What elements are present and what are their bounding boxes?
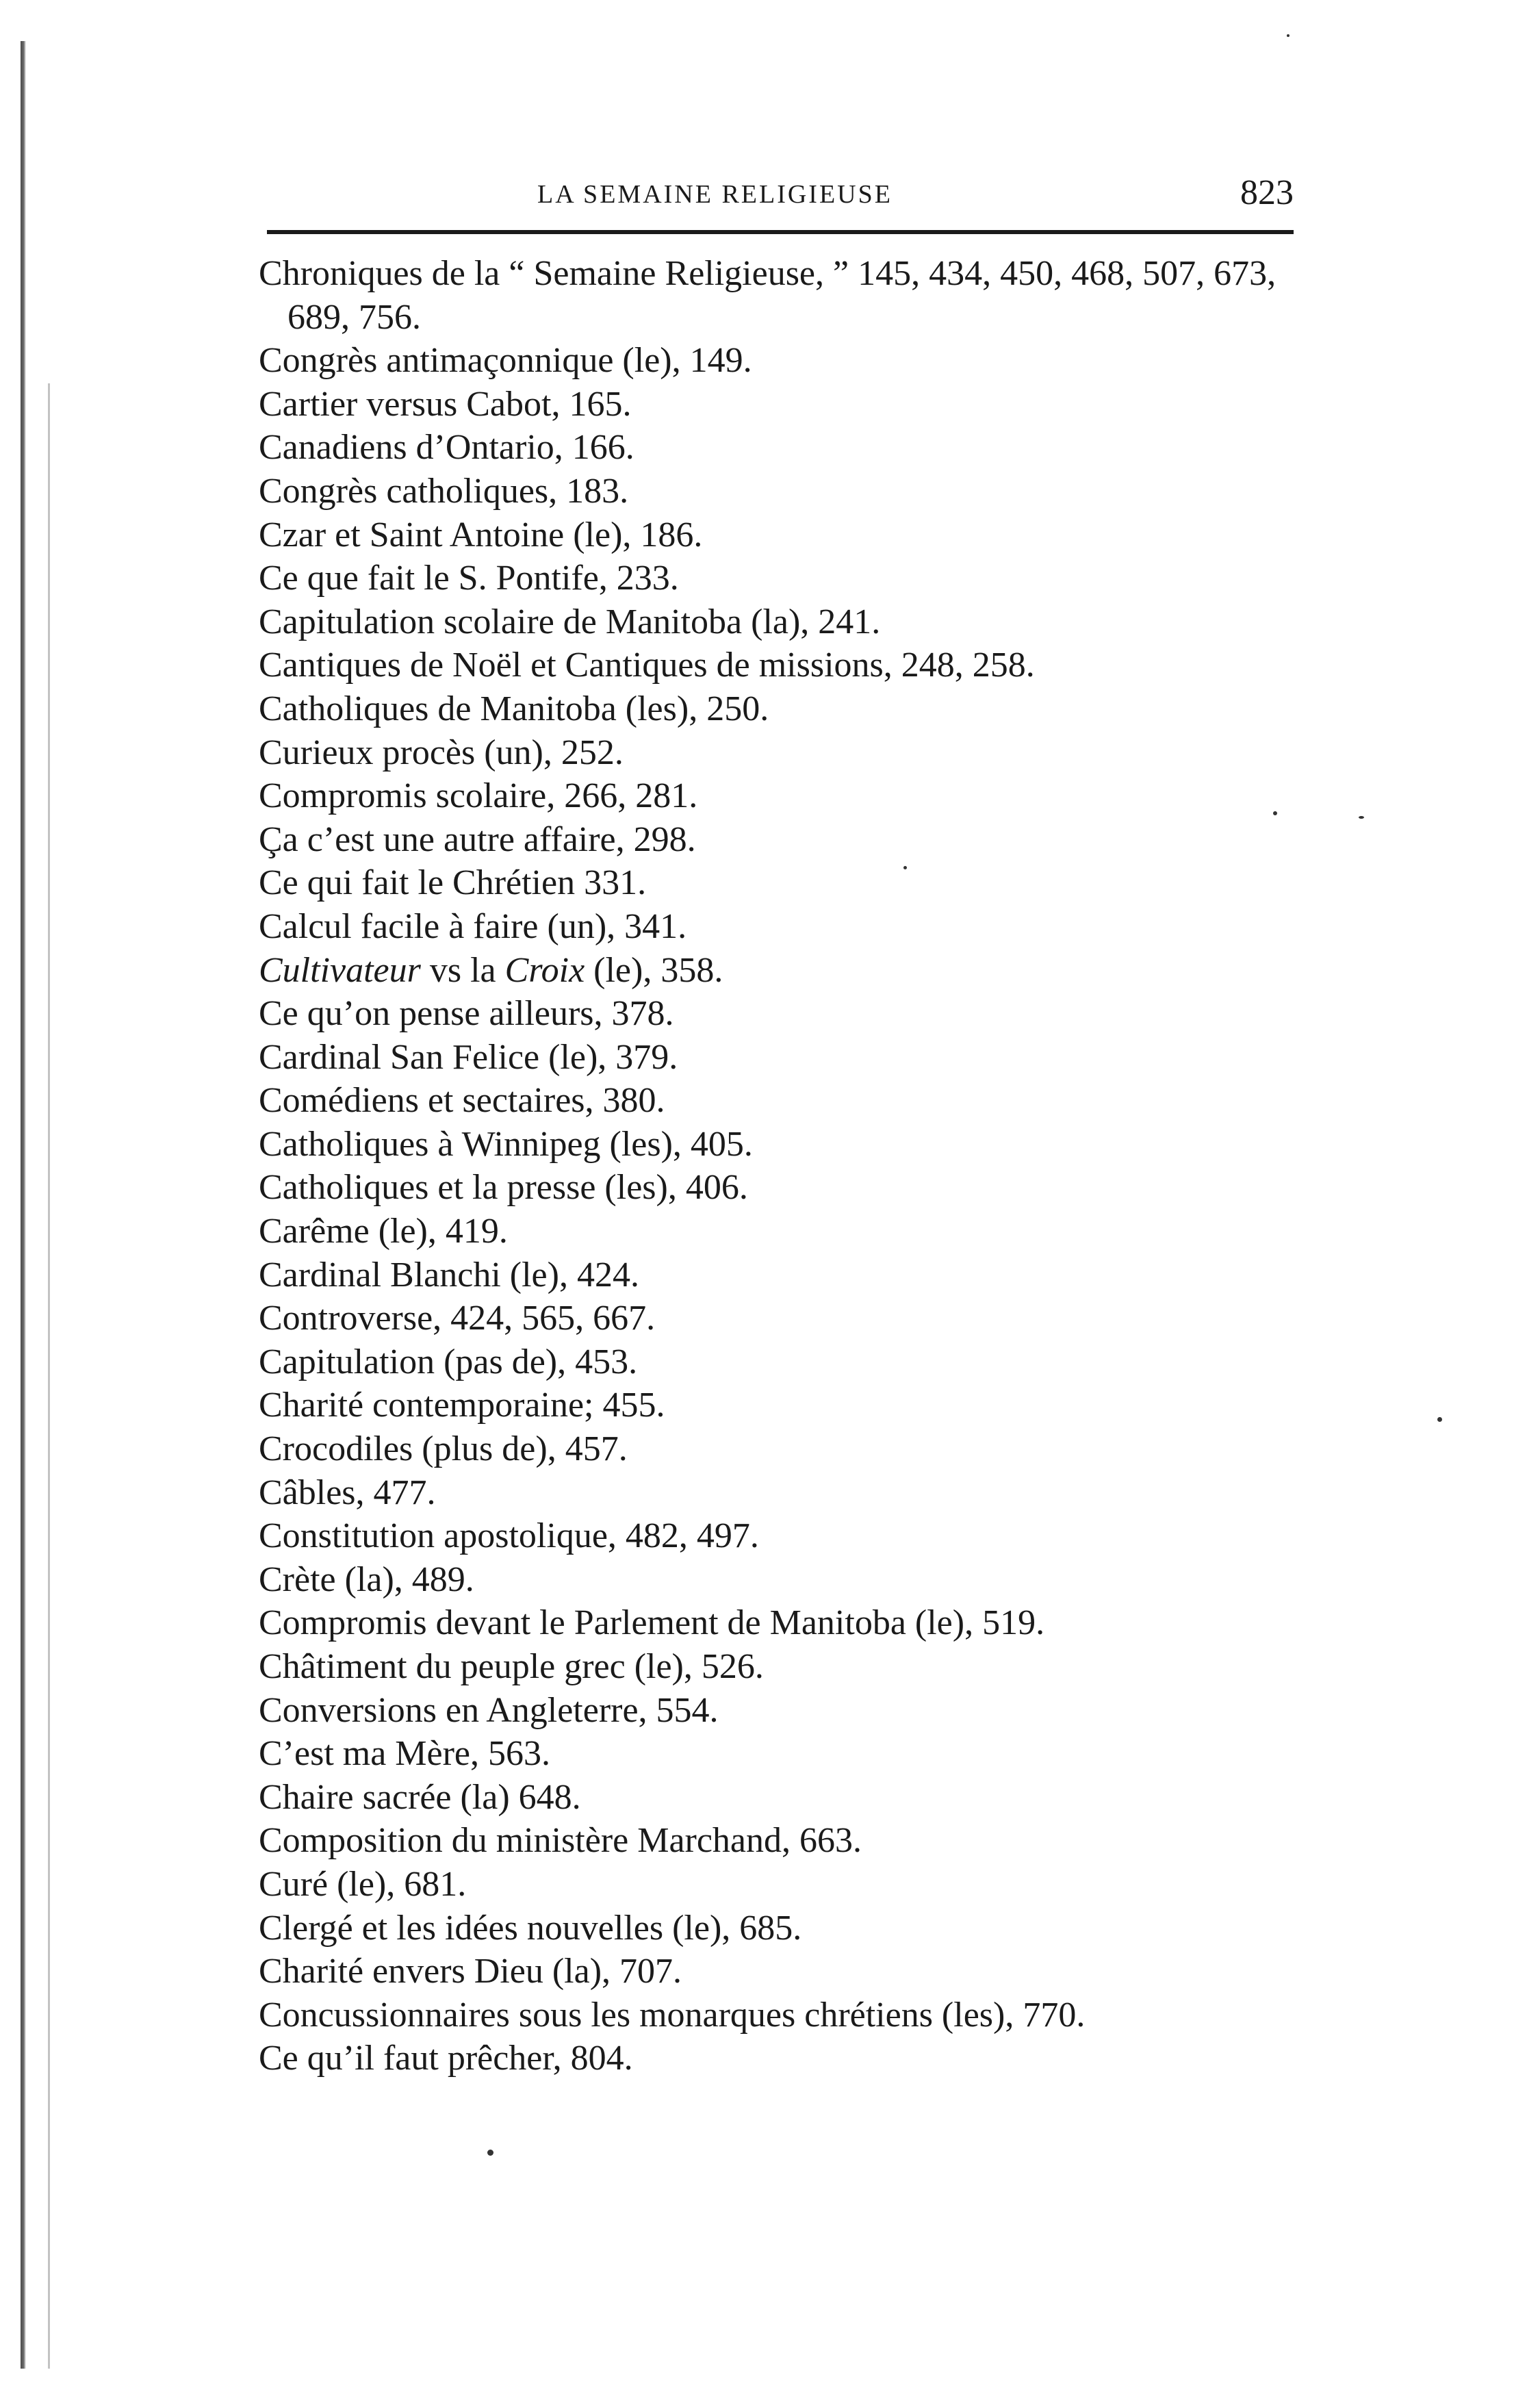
index-entry: Cardinal San Felice (le), 379. — [259, 1037, 678, 1077]
index-entry: Catholiques à Winnipeg (les), 405. — [259, 1124, 753, 1164]
index-entry: Congrès catholiques, 183. — [259, 471, 629, 511]
header-rule — [267, 230, 1294, 234]
index-entry: Crocodiles (plus de), 457. — [259, 1429, 628, 1469]
index-entry: Czar et Saint Antoine (le), 186. — [259, 515, 703, 555]
index-entry: Ce qu’il faut prêcher, 804. — [259, 2039, 633, 2078]
index-entry-list — [259, 252, 1313, 2080]
entry-text: (le), 358. — [585, 950, 723, 990]
index-entry: Clergé et les idées nouvelles (le), 685. — [259, 1908, 802, 1948]
index-entry: Ce que fait le S. Pontife, 233. — [259, 559, 679, 598]
index-entry: Congrès antimaçonnique (le), 149. — [259, 341, 752, 381]
index-entry: Canadiens d’Ontario, 166. — [259, 428, 634, 468]
entry-text: vs la — [420, 950, 505, 990]
index-entry: Controverse, 424, 565, 667. — [259, 1299, 656, 1338]
index-entry: Compromis scolaire, 266, 281. — [259, 776, 698, 816]
index-entry: Charité envers Dieu (la), 707. — [259, 1952, 682, 1991]
index-entry: Châtiment du peuple grec (le), 526. — [259, 1647, 764, 1686]
index-entry: Curé (le), 681. — [259, 1864, 467, 1904]
index-entry: Ça c’est une autre affaire, 298. — [259, 819, 696, 859]
index-entry: Crète (la), 489. — [259, 1559, 474, 1599]
index-entry: Carême (le), 419. — [259, 1212, 508, 1251]
index-entry: Composition du ministère Marchand, 663. — [259, 1821, 862, 1861]
running-title: LA SEMAINE RELIGIEUSE — [537, 180, 893, 209]
index-entry: Capitulation (pas de), 453. — [259, 1342, 638, 1381]
index-entry: Ce qui fait le Chrétien 331. — [259, 863, 647, 903]
scan-speck — [1273, 811, 1277, 815]
index-entry: Compromis devant le Parlement de Manitoba (le), 519. — [259, 1603, 1045, 1643]
scan-speck — [1437, 1417, 1442, 1422]
index-entry: Conversions en Angleterre, 554. — [259, 1690, 719, 1730]
index-entry: Calcul facile à faire (un), 341. — [259, 906, 687, 946]
index-entry: Catholiques et la presse (les), 406. — [259, 1168, 748, 1208]
binding-shadow-faint — [48, 383, 50, 2369]
index-entry: Comédiens et sectaires, 380. — [259, 1081, 665, 1121]
index-entry: Catholiques de Manitoba (les), 250. — [259, 689, 769, 728]
italic-title: Cultivateur — [259, 950, 421, 990]
binding-shadow — [21, 41, 26, 2369]
index-entry: Cardinal Blanchi (le), 424. — [259, 1255, 639, 1295]
index-entry: Capitulation scolaire de Manitoba (la), 241. — [259, 602, 881, 641]
index-entry: Chaire sacrée (la) 648. — [259, 1777, 581, 1817]
index-entry: C’est ma Mère, 563. — [259, 1734, 551, 1774]
index-entry-italic — [259, 949, 1313, 993]
index-entry: Charité contemporaine; 455. — [259, 1386, 665, 1425]
page-number: 823 — [1240, 173, 1294, 212]
index-entry: Câbles, 477. — [259, 1473, 436, 1512]
index-entry: Curieux procès (un), 252. — [259, 732, 624, 772]
index-entry: Ce qu’on pense ailleurs, 378. — [259, 994, 674, 1034]
scan-speck — [1359, 816, 1364, 819]
index-entry: Cantiques de Noël et Cantiques de missions, 248, 258. — [259, 646, 1035, 685]
index-entry: Concussionnaires sous les monarques chrétiens (les), 770. — [259, 1995, 1086, 2035]
scan-speck — [903, 866, 907, 869]
index-entry: Chroniques de la “ Semaine Religieuse, ” 145, 434, 450, 468, 507, 673, 689, 756. — [259, 254, 1276, 337]
scan-speck — [487, 2150, 493, 2156]
scan-speck — [1287, 34, 1289, 37]
index-entry: Constitution apostolique, 482, 497. — [259, 1516, 759, 1556]
index-entry: Cartier versus Cabot, 165. — [259, 384, 632, 424]
italic-title: Croix — [504, 950, 585, 990]
